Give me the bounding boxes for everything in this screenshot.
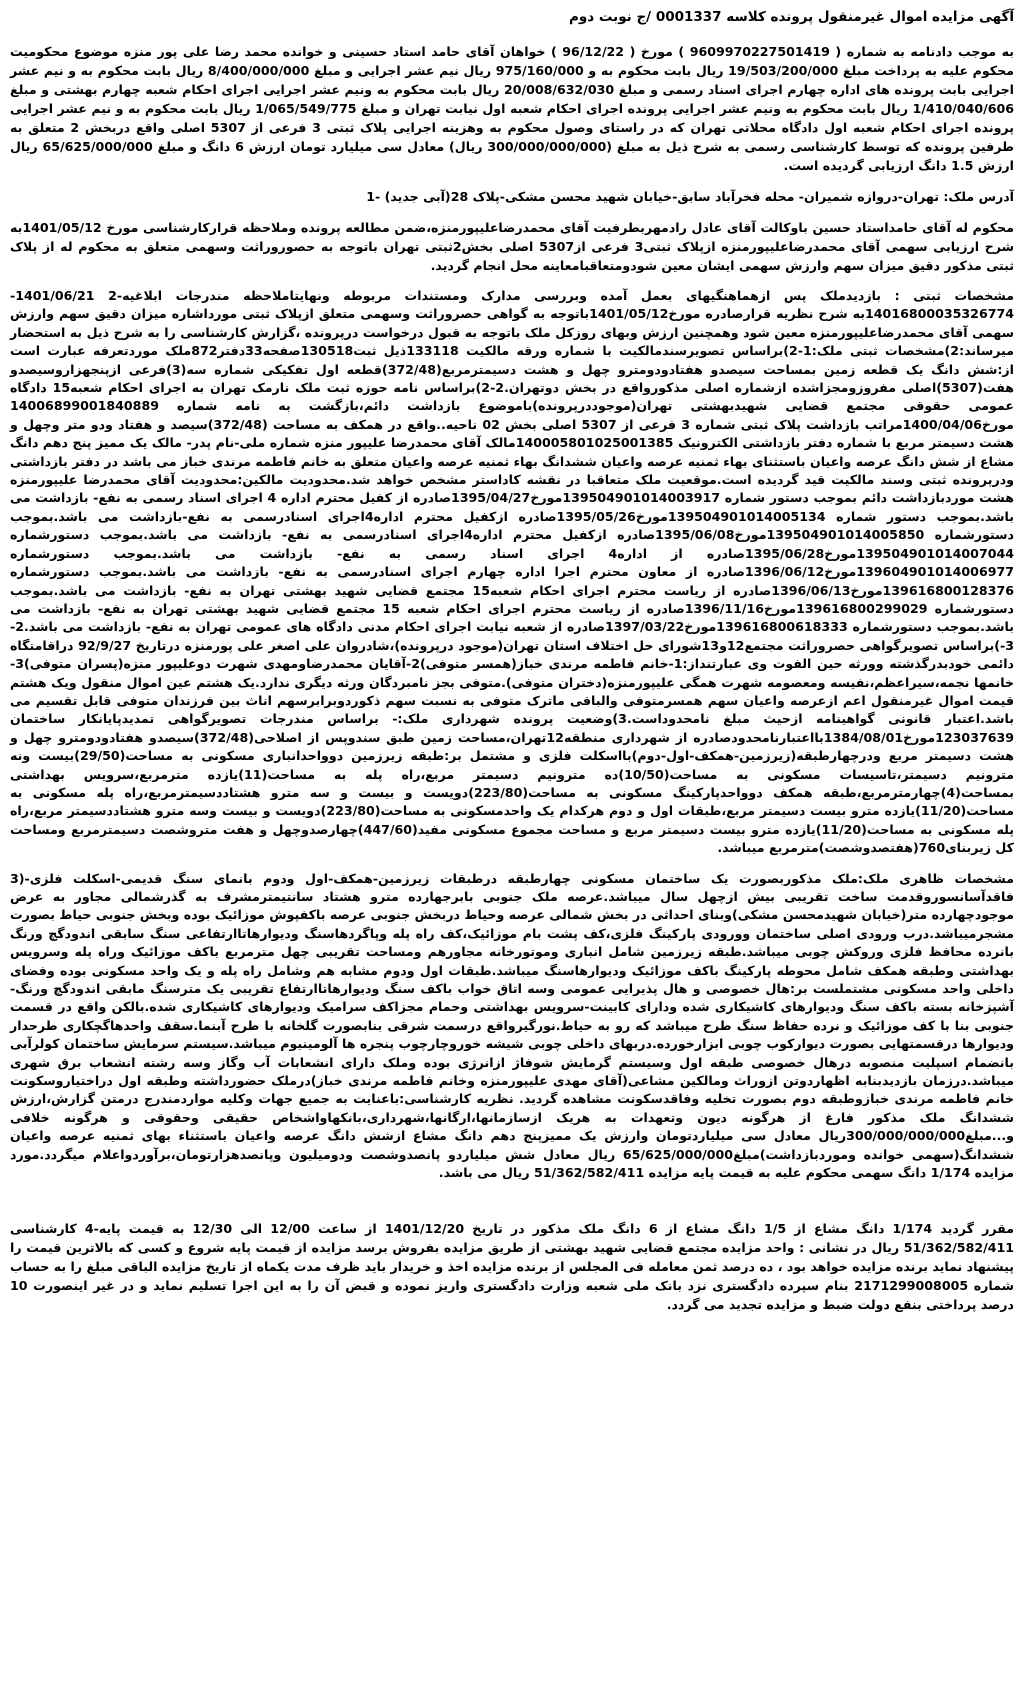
property-appearance-paragraph: مشخصات ظاهری ملک:ملک مذکوربصورت یک ساختمان مسکونی چهارطبقه درطبقات زیرزمین-همکف-اول ودوم بانمای سنگ قدیمی-اسکلت فلزی-(3 فاقدآسانسوروقدمت ساخت تقریبی بیش ازچهل سال میباشد.عرصه ملک جنوبی بابرجهارده مترو هشتاد سانتیمترمشرف به گذرشمالی مجاور به عرض موجودچهارده متر(خیابان شهیدمحسن مشکی)وبنای احداثی در بخش شمالی عرصه وحیاط دربخش جنوبی عرصه باکفپوش موزائیک بوده وبخش جنوبی حیاط بصورت مشجرمیباشد.درب ورودی اصلی ساختمان وورودی پارکینگ فلزی،کف پشت بام موزائیک،کف راه پله وپاگردهاسنگ ودیوارهاتاارتفاعی سنگ سابقی اندودگچ ورنگ بانرده محافظ فلزی وروکش چوبی میباشد.طبقه زیرزمین شامل انباری وموتورخانه مجاورهم ومساحت تقریبی چهل مترمربع باکف موزائیک وراه پله وسرویس بهداشتی وطبقه همکف شامل محوطه پارکینگ باکف موزائیک ودیوارهاسنگ میباشد.طبقات اول ودوم مشابه هم وشامل راه پله و یک واحد مسکونی بوده وفضای داخلی واحد مسکونی مشتملست بر:هال خصوصی و هال پذیرایی عمومی وسه اتاق خواب باکف سنگ ودیوارهاتاارتفاع تقریبی یک مترسنگ مابقی اندودگچ ورنگ-آشپزخانه بسته باکف سنگ ودیوارهای کاشیکاری شده ودارای کابینت-سرویس بهداشتی وحمام مجزاکف سرامیک ودیوارهای کاشیکاری شده.بالکن واقع در قسمت جنوبی بنا با کف موزائیک و نرده حفاظ سنگ طرح میباشد که رو به حیاط.نورگیرواقع درسمت شرقی بنابصورت گلخانه با طرح آبنما.سقف واحدهاگچکاری طرحدار ودیوارها درقسمتهایی بصورت دیوارکوب چوبی ابزارخورده.دربهای داخلی چوبی شیشه خوروچارچوب پنجره ها آلومینیوم میباشد.سیستم سرمایش ساختمان کولرآبی بانضمام اسپلیت منصوبه درهال خصوصی طبقه اول وسیستم گرمایش شوفاژ ازانرژی بوده وملک دارای انشعابات آب وگاز وسه رشته انشعاب برق شهری میباشد.درزمان بازدیدبنابه اظهاردوتن ازوراث ومالکین مشاعی(آقای مهدی علیپورمنزه وخانم فاطمه مرندی خباز)درملک حضورداشته وطبقه اول دراختیاروسکونت خانم فاطمه مرندی خبازوطبقه دوم بصورت تخلیه وفاقدسکونت مشاهده گردید. نظریه کارشناسی:باعنایت به جمیع جهات وکلیه مواردمندرج درمتن گزارش،ارزش ششدانگ ملک مذکور فارغ از هرگونه دیون وتعهدات به هریک ازسازمانها،ارگانها،شهرداری،بانکهاواشخاص حقیقی وحقوقی و هرگونه خلافی و...مبلغ300/000/000/000ریال معادل سی میلیاردتومان وارزش یک ممیزپنج دهم دانگ مشاع ازشش دانگ عرصه واعیان باستثناء بهای ثمنیه عرصه واعیان ششدانگ(سهمی خوانده وموردبازداشت)مبلغ65/625/000/000 ریال معادل شش میلیاردو پانصدوشصت ودومیلیون وپانصدهزارتومان،برآوردواعلام میگردد.مورد مزایده 1/174 دانگ سهمی محکوم علیه به قیمت پایه مزایده 51/362/582/411 ریال می باشد.	[10, 870, 1014, 1181]
beneficiary-paragraph: محکوم له آقای حامداستاد حسین باوکالت آقای عادل رادمهربطرفیت آقای محمدرضاعلیپورمنزه،ضمن مطالعه پرونده وملاحظه قرارکارشناسی مورخ 1401/05/12به شرح ارزیابی سهمی آقای محمدرضاعلیپورمنزه ازپلاک ثبتی3 فرعی از5307 اصلی بخش2ثبتی تهران باتوجه به حصوروراثت وسهمی متعلق به محکوم له از پلاک ثبتی مذکور دقیق میزان سهم وارزش سهمی ایشان معین شودومتعاقبامعاینه محل انجام گردید.	[10, 220, 1015, 273]
registration-details-paragraph: مشخصات ثبتی : بازدیدملک پس ازهماهنگیهای بعمل آمده وبررسی مدارک ومستندات مربوطه ونهایتاملاحظه مندرجات ابلاغیه-2 1401/06/21-14016800035326774به شرح نظریه قرارصادره مورخ1401/05/12باتوجه به گواهی حصروراثت وسهمی متعلق ازپلاک ثبتی مورداشاره میزان دقیق سهم وارزش سهمی آقای محمدرضاعلیپورمنزه معین شود وهمچنین ارزش وبهای روزکل ملک باتوجه به قبول درخواست درپرونده ،گزارش کارشناسی را به شرح ذیل به استحضار میرساند:2)مشخصات ثبتی ملک:1-2)براساس تصویرسندمالکیت با شماره ورقه مالکیت 133118ذیل ثبت130518صفحه33دفتر872ملک موردتعرفه عبارت است از:شش دانگ یک قطعه زمین بمساحت سیصدو هفتادودومترو چهل و هشت دسیمترمربع(372/48)قطعه اول تفکیکی شماره سه(3)فرعی ازپنجهزاروسیصدو هفت(5307)اصلی مفروزومجزاشده ازشماره اصلی مذکورواقع در بخش دوتهران.2-2)براساس نامه حوزه ثبت ملک نارمک تهران به اجرای احکام شعبه15 دادگاه عمومی حقوقی مجتمع قضایی شهیدبهشتی تهران(موجوددرپرونده)باموضوع بازداشت دائم،بازگشت به نامه شماره 14006899001840889 مورخ1400/04/06مراتب بازداشت پلاک ثبتی شماره 3 فرعی از 5307 اصلی بخش 02 ناحیه..واقع در همکف به مساحت (372/48)سیصد و هفتاد ودو متر وچهل و هشت دسیمتر مربع با شماره دفتر بازداشتی الکترونیک 140005801025001385مالک آقای محمدرضا علیپور منزه شماره ملی-نام پدر- مالک یک ممیز پنج دهم دانگ مشاع از شش دانگ عرصه واعیان باستثنای بهاء ثمنیه عرصه واعیان ششدانگ بهاء ثمنیه عرصه واعیان متعلق به خانم فاطمه مرندی خباز می باشد در دفتر بازداشتی ودرپرونده ثبتی وسند مالکیت قید گردیده است.موقعیت ملک متعاقبا در نقشه کاداستر مشخص خواهد شد.محدودیت مالکین:محدودیت آقای محمدرضا علیپورمنزه هشت موردبازداشت دائم بموجب دستور شماره 139504901014003917مورخ1395/04/27صادره از کفیل محترم اداره 4 اجرای اسناد رسمی به نفع- بازداشت می باشد.بموجب دستور شماره 139504901014005134مورخ1395/05/26صادره ازکفیل محترم اداره4اجرای اسنادرسمی به نفع-بازداشت می باشد.بموجب دستورشماره 139504901014005850مورخ1395/06/08صادره ازکفیل محترم اداره4اجرای اسنادرسمی به نفع- بازداشت می باشد.بموجب دستورشماره 139504901014007044مورخ1395/06/28صادره از اداره4 اجرای اسناد رسمی به نفع- بازداشت می باشد.بموجب دستورشماره 139604901014006977مورخ1396/06/12صادره از معاون محترم اجرا اداره چهارم اجرای اسنادرسمی به نفع- بازداشت می باشد.بموجب دستورشماره 139616800128376مورخ1396/06/13صادره از ریاست محترم اجرای احکام شعبه15 مجتمع قضایی شهید بهشتی تهران به نفع- بازداشت می باشد.بموجب دستورشماره 139616800299029مورخ1396/11/16صادره از ریاست محترم اجرای احکام شعبه 15 مجتمع قضایی شهید بهشتی تهران به نفع- بازداشت می باشد.بموجب دستورشماره 139616800618333مورخ1397/03/22صادره از شعبه نیابت اجرای احکام مدنی دادگاه های عمومی تهران به نفع- بازداشت می باشد.2-3-)براساس تصویرگواهی حصروراثت مجتمع12و13شورای حل اختلاف استان تهران(موجود درپرونده)،شادروان علی اصغر علی پورمنزه درتاریخ 92/9/27 دراقامتگاه دائمی خودبدرگذشته وورثه حین الفوت وی عبارتنداز:1-خانم فاطمه مرندی خباز(همسر متوفی)2-آقایان محمدرضاومهدی شهرت دوعلیپور منزه(پسران متوفی)3-خانمها نجمه،سیراعظم،نفیسه ومعصومه شهرت همگی علیپورمنزه(دختران متوفی).متوفی بجز نامبردگان ورثه دیگری ندارد.یک هشتم عین اموال منقول ویک هشتم قیمت اموال غیرمنقول اعم ازعرصه واعیان سهم همسرمتوفی والباقی ماترک متوفی به نسبت سهم ذکوردوبرابرسهم اناث بین فرزندان متوفی قابل تقسیم می باشد.اعتبار قانونی گواهینامه ازحیث مبلغ نامحدوداست.3)وضعیت پرونده شهرداری ملک:- براساس مندرجات تصویرگواهی تمدیدپایانکار ساختمان 123037639مورخ1384/08/01بااعتبارنامحدودصادره از شهرداری منطقه12تهران،مساحت زمین طبق سندوپس از اصلاحی(372/48)سیصدو هفتادودومترو چهل و هشت دسیمتر مربع ودرچهارطبقه(زیرزمین-همکف-اول-دوم)بااسکلت فلزی و مشتمل بر:طبقه زیرزمین دوواحدانباری مسکونی به مساحت(29/50)بیست ونه مترونیم دسیمتر،تاسیسات مسکونی به مساحت(10/50)ده مترونیم دسیمتر مربع،راه پله به مساحت(11)یازده مترمربع،سرویس بهداشتی بمساحت(4)چهارمترمربع،طبقه همکف دوواحدپارکینگ مسکونی به مساحت(223/80)دویست و بیست و سه مترو هشتاددسیمترمربع،راه پله مسکونی به مساحت(11/20)یازده مترو بیست دسیمتر مربع،طبقات اول و دوم هرکدام یک واحدمسکونی به مساحت(223/80)دویست و بیست وسه مترو هشتاددسیمتر مربع،راه پله مسکونی به مساحت(11/20)یازده مترو بیست دسیمتر مربع و مساحت مجموع مسکونی مفید(447/60)چهارصدوچهل و هفت متروشصت دسیمترمربع ومساحت کل زیربنای760(هفتصدوشصت)مترمربع میباشد.	[10, 288, 1015, 856]
auction-notice	[10, 6, 1014, 1685]
auction-terms-paragraph: مقرر گردید 1/174 دانگ مشاع از 1/5 دانگ مشاع از 6 دانگ ملک مذکور در تاریخ 1401/12/20 از ساعت 12/00 الی 12/30 به قیمت پایه-4 کارشناسی 51/362/582/411 ریال در نشانی : واحد مزایده مجتمع قضایی شهید بهشتی از طریق مزایده بفروش برسد مزایده از قیمت پایه شروع و کسی که بالاترین قیمت را پیشنهاد نماید برنده مزایده خواهد بود ، ده درصد ثمن معامله فی المجلس از برنده مزایده اخذ و خریدار باید ظرف مدت یکماه از تاریخ مزایده الباقی مبلغ را به حساب شماره 2171299008005 بنام سپرده دادگستری نزد بانک ملی شعبه وزارت دادگستری واریز نموده و قبض آن را به این اجرا تسلیم نماید و در غیر اینصورت 10 درصد پرداختی بنفع دولت ضبط و مزایده تجدید می گردد.	[10, 1220, 1015, 1312]
property-address: آدرس ملک: تهران-دروازه شمیران- محله فخرآباد سابق-خیابان شهید محسن مشکی-پلاک 28(آبی جدید) -1	[366, 189, 1014, 204]
notice-title: آگهی مزایده اموال غیرمنقول پرونده کلاسه 0001337 /ج نوبت دوم	[568, 9, 1014, 25]
judgment-paragraph: به موجب دادنامه به شماره ( 9609970227501419 ) مورخ ( 96/12/22 ) خواهان آقای حامد استاد حسینی و خوانده محمد رضا علی پور منزه موضوع محکومیت محکوم علیه به پرداخت مبلغ 19/503/200/000 ریال بابت محکوم به و 975/160/000 ریال نیم عشر اجرایی و مبلغ 8/400/000/000 ریال بابت محکوم به و نیم عشر اجرایی بابت پرونده های اداره چهارم اجرای اسناد رسمی و مبلغ 20/008/632/030 ریال بابت محکوم به ونیم عشر اجرایی اجرای احکام شعبه چهارم بهشتی و مبلغ 1/410/040/606 ریال بابت محکوم به ونیم عشر اجرایی پرونده اجرای احکام شعبه اول نیابت تهران و مبلغ 1/065/549/775 ریال بابت محکوم به و نیم عشر اجرایی پرونده اجرای احکام شعبه اول دادگاه محلاتی تهران که در راستای وصول محکوم به وهزینه اجرایی پلاک ثبتی 3 فرعی از 5307 اصلی واقع دربخش 2 متعلق به طرفین پرونده که توسط کارشناسی رسمی به شرح ذیل به مبلغ (300/000/000/000 ریال) معادل سی میلیارد تومان ارزش 6 دانگ و مبلغ 65/625/000/000 ریال ارزش 1.5 دانگ ارزیابی گردیده است.	[10, 44, 1015, 173]
